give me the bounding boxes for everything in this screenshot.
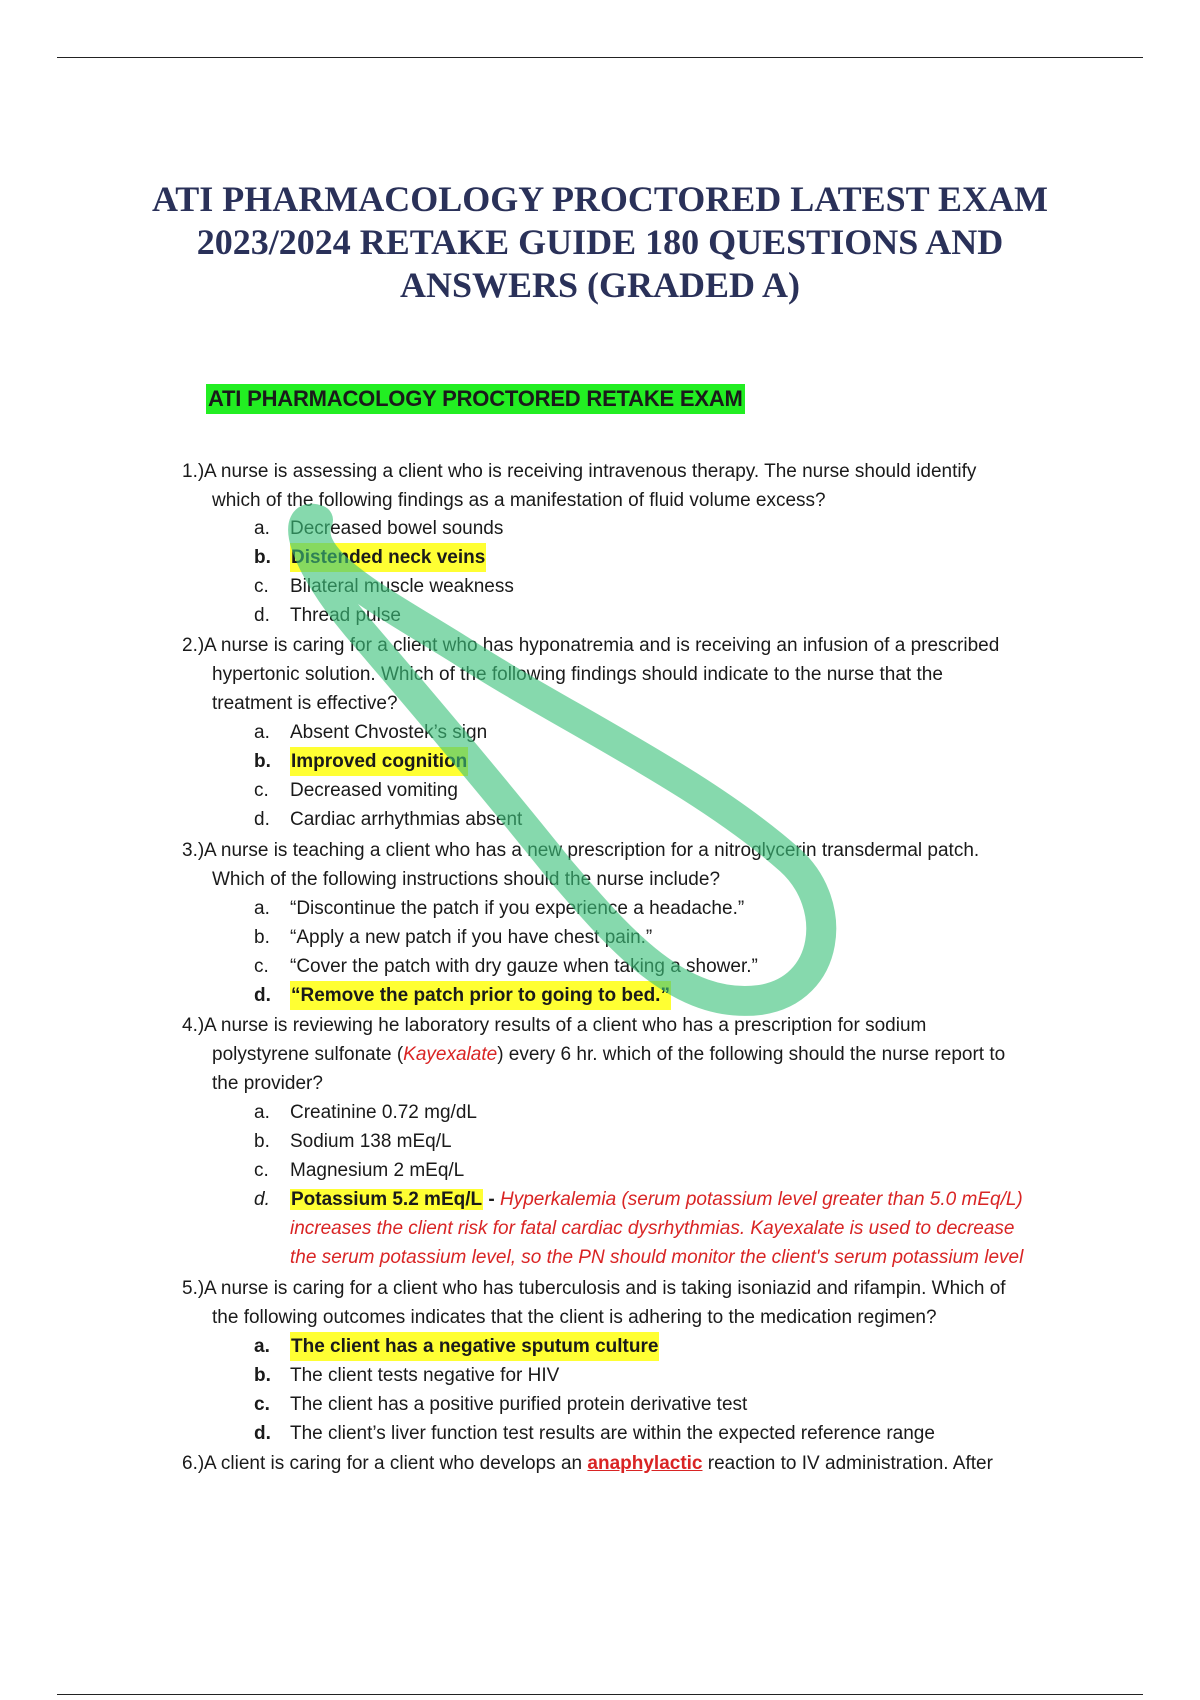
question-number: 6.) [182,1453,205,1474]
question-number: 4.) [182,1015,205,1036]
stem-line: Which of the following instructions should the nurse include? [212,869,721,890]
option-text: “Discontinue the patch if you experience a headache.” [290,898,745,919]
option-text: Absent Chvostek’s sign [290,722,488,743]
option-letter: c. [254,576,269,597]
option-letter: a. [254,518,270,539]
stem-text: A client is caring for a client who develops an [204,1453,588,1474]
stem-text: reaction to IV administration. After [702,1453,993,1474]
option-letter: d. [254,605,270,626]
stem-line: A nurse is reviewing he laboratory results of a client who has a prescription for sodium [204,1015,927,1036]
title-line-3: ANSWERS (GRADED A) [399,265,801,305]
option-letter: d. [254,1189,270,1210]
stem-line: treatment is effective? [212,693,398,714]
emphasized-term: anaphylactic [587,1453,703,1474]
option-letter: b. [254,1365,271,1386]
section-heading: ATI PHARMACOLOGY PROCTORED RETAKE EXAM [206,384,745,414]
option-letter: a. [254,898,270,919]
stem-line: hypertonic solution. Which of the following findings should indicate to the nurse that the [212,664,943,685]
option-letter: b. [254,1131,270,1152]
option-letter: c. [254,780,269,801]
option-text: “Cover the patch with dry gauze when taking a shower.” [290,956,758,977]
stem-line: which of the following findings as a manifestation of fluid volume excess? [212,490,826,511]
option-text-answer-with-rationale [290,1185,1023,1214]
option-text-answer: The client has a negative sputum culture [290,1332,659,1361]
option-letter: d. [254,1423,271,1444]
option-letter: d. [254,809,270,830]
option-letter: a. [254,722,270,743]
stem-line: the following outcomes indicates that the client is adhering to the medication regimen? [212,1307,937,1328]
option-text: “Apply a new patch if you have chest pain.” [290,927,653,948]
separator: - [483,1189,501,1210]
option-text-answer: Distended neck veins [290,543,486,572]
stem-line: A nurse is caring for a client who has tuberculosis and is taking isoniazid and rifampin. Which of [204,1278,1006,1299]
option-text: Bilateral muscle weakness [290,576,514,597]
question-number: 5.) [182,1278,205,1299]
stem-line [204,1449,993,1478]
stem-line: A nurse is teaching a client who has a new prescription for a nitroglycerin transdermal patch. [204,840,980,861]
option-text-answer: Improved cognition [290,747,468,776]
option-letter: b. [254,927,270,948]
option-text: Decreased vomiting [290,780,458,801]
stem-text: polystyrene sulfonate ( [212,1044,404,1065]
option-letter: b. [254,547,271,568]
option-letter: a. [254,1336,270,1357]
brand-name: Kayexalate [403,1044,498,1065]
question-number: 1.) [182,461,205,482]
option-letter: c. [254,1160,269,1181]
rationale-line: increases the client risk for fatal cardiac dysrhythmias. Kayexalate is used to decrease [290,1218,1015,1239]
stem-line: A nurse is caring for a client who has hyponatremia and is receiving an infusion of a prescribed [204,635,1000,656]
stem-line: A nurse is assessing a client who is receiving intravenous therapy. The nurse should identify [204,461,977,482]
option-letter: b. [254,751,271,772]
stem-line [212,1040,1005,1069]
option-letter: a. [254,1102,270,1123]
option-text: Decreased bowel sounds [290,518,504,539]
title-line-2: 2023/2024 RETAKE GUIDE 180 QUESTIONS AND [196,222,1004,262]
option-text: Cardiac arrhythmias absent [290,809,523,830]
option-text: Magnesium 2 mEq/L [290,1160,465,1181]
option-letter: c. [254,956,269,977]
option-letter: d. [254,985,271,1006]
option-text: Thread pulse [290,605,401,626]
option-text-answer: “Remove the patch prior to going to bed.” [290,981,671,1010]
answer-text: Potassium 5.2 mEq/L [291,1189,483,1210]
option-letter: c. [254,1394,270,1415]
option-text: Creatinine 0.72 mg/dL [290,1102,477,1123]
option-text: Sodium 138 mEq/L [290,1131,452,1152]
stem-text: ) every 6 hr. which of the following should the nurse report to [497,1044,1006,1065]
rationale-text: Hyperkalemia (serum potassium level greater than 5.0 mEq/L) [500,1189,1023,1210]
question-number: 3.) [182,840,205,861]
stem-line: the provider? [212,1073,323,1094]
option-text: The client tests negative for HIV [290,1365,560,1386]
option-text: The client has a positive purified protein derivative test [290,1394,748,1415]
option-text: The client’s liver function test results are within the expected reference range [290,1423,935,1444]
rationale-line: the serum potassium level, so the PN should monitor the client's serum potassium level [290,1247,1024,1268]
question-number: 2.) [182,635,205,656]
footer-rule [57,1694,1143,1695]
title-line-1: ATI PHARMACOLOGY PROCTORED LATEST EXAM [151,179,1049,219]
